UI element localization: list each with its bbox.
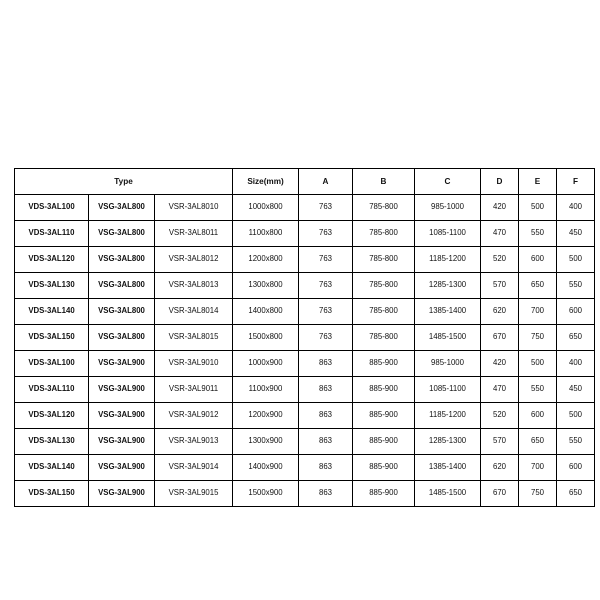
table-row xyxy=(15,455,595,481)
cell-a: 763 xyxy=(299,247,353,273)
cell-model-2: VSG-3AL900 xyxy=(89,403,155,429)
cell-a: 863 xyxy=(299,403,353,429)
cell-b: 885-900 xyxy=(353,403,415,429)
table-row xyxy=(15,273,595,299)
cell-size: 1000x800 xyxy=(233,195,299,221)
cell-model-2: VSG-3AL800 xyxy=(89,299,155,325)
cell-e: 750 xyxy=(519,481,557,507)
header-row xyxy=(15,169,595,195)
table-row xyxy=(15,351,595,377)
cell-model-3: VSR-3AL8015 xyxy=(155,325,233,351)
cell-model-2: VSG-3AL800 xyxy=(89,195,155,221)
cell-d: 570 xyxy=(481,273,519,299)
cell-f: 400 xyxy=(557,195,595,221)
cell-a: 763 xyxy=(299,273,353,299)
table-header xyxy=(15,169,595,195)
cell-model-1: VDS-3AL140 xyxy=(15,455,89,481)
cell-model-3: VSR-3AL9012 xyxy=(155,403,233,429)
table-row xyxy=(15,247,595,273)
cell-b: 785-800 xyxy=(353,247,415,273)
cell-model-1: VDS-3AL130 xyxy=(15,273,89,299)
cell-d: 420 xyxy=(481,351,519,377)
cell-b: 885-900 xyxy=(353,481,415,507)
cell-size: 1100x900 xyxy=(233,377,299,403)
cell-a: 763 xyxy=(299,221,353,247)
column-header-b: B xyxy=(353,169,415,195)
cell-size: 1500x900 xyxy=(233,481,299,507)
cell-model-3: VSR-3AL8014 xyxy=(155,299,233,325)
cell-model-1: VDS-3AL120 xyxy=(15,247,89,273)
cell-model-1: VDS-3AL110 xyxy=(15,221,89,247)
cell-e: 500 xyxy=(519,195,557,221)
cell-model-1: VDS-3AL100 xyxy=(15,195,89,221)
cell-model-2: VSG-3AL900 xyxy=(89,429,155,455)
cell-model-3: VSR-3AL8012 xyxy=(155,247,233,273)
cell-d: 470 xyxy=(481,377,519,403)
column-header-a: A xyxy=(299,169,353,195)
table-row xyxy=(15,481,595,507)
cell-model-3: VSR-3AL9011 xyxy=(155,377,233,403)
table-row xyxy=(15,429,595,455)
column-header-d: D xyxy=(481,169,519,195)
table-row xyxy=(15,299,595,325)
cell-model-1: VDS-3AL140 xyxy=(15,299,89,325)
cell-model-1: VDS-3AL130 xyxy=(15,429,89,455)
cell-c: 985-1000 xyxy=(415,195,481,221)
cell-a: 863 xyxy=(299,429,353,455)
cell-model-3: VSR-3AL9014 xyxy=(155,455,233,481)
column-header-e: E xyxy=(519,169,557,195)
cell-size: 1300x900 xyxy=(233,429,299,455)
cell-a: 863 xyxy=(299,377,353,403)
cell-size: 1400x800 xyxy=(233,299,299,325)
cell-f: 450 xyxy=(557,377,595,403)
cell-e: 700 xyxy=(519,299,557,325)
cell-model-3: VSR-3AL9013 xyxy=(155,429,233,455)
cell-b: 785-800 xyxy=(353,325,415,351)
cell-model-3: VSR-3AL9015 xyxy=(155,481,233,507)
cell-f: 550 xyxy=(557,429,595,455)
cell-f: 550 xyxy=(557,273,595,299)
column-header-c: C xyxy=(415,169,481,195)
cell-f: 500 xyxy=(557,403,595,429)
cell-model-3: VSR-3AL9010 xyxy=(155,351,233,377)
cell-f: 600 xyxy=(557,299,595,325)
cell-size: 1300x800 xyxy=(233,273,299,299)
cell-size: 1500x800 xyxy=(233,325,299,351)
cell-c: 1285-1300 xyxy=(415,273,481,299)
cell-b: 885-900 xyxy=(353,455,415,481)
cell-e: 750 xyxy=(519,325,557,351)
cell-c: 1385-1400 xyxy=(415,299,481,325)
cell-e: 550 xyxy=(519,221,557,247)
specification-table xyxy=(14,168,595,507)
cell-c: 1485-1500 xyxy=(415,481,481,507)
table-row xyxy=(15,221,595,247)
cell-d: 570 xyxy=(481,429,519,455)
cell-c: 1385-1400 xyxy=(415,455,481,481)
cell-e: 650 xyxy=(519,273,557,299)
cell-d: 470 xyxy=(481,221,519,247)
column-header-f: F xyxy=(557,169,595,195)
cell-b: 785-800 xyxy=(353,221,415,247)
cell-a: 763 xyxy=(299,195,353,221)
cell-model-2: VSG-3AL800 xyxy=(89,325,155,351)
cell-b: 785-800 xyxy=(353,299,415,325)
cell-model-3: VSR-3AL8010 xyxy=(155,195,233,221)
cell-a: 863 xyxy=(299,351,353,377)
cell-d: 420 xyxy=(481,195,519,221)
cell-size: 1100x800 xyxy=(233,221,299,247)
cell-f: 650 xyxy=(557,481,595,507)
cell-model-1: VDS-3AL120 xyxy=(15,403,89,429)
table-row xyxy=(15,377,595,403)
cell-model-1: VDS-3AL110 xyxy=(15,377,89,403)
cell-b: 885-900 xyxy=(353,351,415,377)
cell-d: 520 xyxy=(481,403,519,429)
cell-a: 863 xyxy=(299,455,353,481)
cell-b: 885-900 xyxy=(353,377,415,403)
cell-model-2: VSG-3AL800 xyxy=(89,247,155,273)
cell-c: 1285-1300 xyxy=(415,429,481,455)
cell-e: 700 xyxy=(519,455,557,481)
cell-model-3: VSR-3AL8013 xyxy=(155,273,233,299)
cell-size: 1200x900 xyxy=(233,403,299,429)
cell-d: 670 xyxy=(481,325,519,351)
cell-e: 600 xyxy=(519,403,557,429)
cell-a: 763 xyxy=(299,299,353,325)
cell-d: 670 xyxy=(481,481,519,507)
cell-size: 1000x900 xyxy=(233,351,299,377)
specification-table-container xyxy=(14,168,586,507)
cell-f: 400 xyxy=(557,351,595,377)
cell-d: 620 xyxy=(481,299,519,325)
table-row xyxy=(15,403,595,429)
cell-model-2: VSG-3AL800 xyxy=(89,221,155,247)
column-header-size: Size(mm) xyxy=(233,169,299,195)
cell-model-2: VSG-3AL900 xyxy=(89,455,155,481)
cell-d: 520 xyxy=(481,247,519,273)
cell-e: 650 xyxy=(519,429,557,455)
cell-a: 763 xyxy=(299,325,353,351)
cell-b: 885-900 xyxy=(353,429,415,455)
table-row xyxy=(15,195,595,221)
cell-size: 1400x900 xyxy=(233,455,299,481)
cell-c: 985-1000 xyxy=(415,351,481,377)
table-row xyxy=(15,325,595,351)
column-header-type: Type xyxy=(15,169,233,195)
cell-a: 863 xyxy=(299,481,353,507)
cell-f: 500 xyxy=(557,247,595,273)
table-body xyxy=(15,195,595,507)
cell-model-2: VSG-3AL800 xyxy=(89,273,155,299)
cell-e: 500 xyxy=(519,351,557,377)
cell-model-1: VDS-3AL150 xyxy=(15,325,89,351)
cell-model-2: VSG-3AL900 xyxy=(89,351,155,377)
cell-c: 1085-1100 xyxy=(415,377,481,403)
cell-e: 600 xyxy=(519,247,557,273)
cell-f: 650 xyxy=(557,325,595,351)
cell-model-2: VSG-3AL900 xyxy=(89,481,155,507)
cell-c: 1485-1500 xyxy=(415,325,481,351)
cell-c: 1185-1200 xyxy=(415,403,481,429)
cell-f: 600 xyxy=(557,455,595,481)
cell-b: 785-800 xyxy=(353,273,415,299)
cell-model-1: VDS-3AL100 xyxy=(15,351,89,377)
cell-c: 1085-1100 xyxy=(415,221,481,247)
cell-model-1: VDS-3AL150 xyxy=(15,481,89,507)
cell-e: 550 xyxy=(519,377,557,403)
cell-b: 785-800 xyxy=(353,195,415,221)
cell-model-2: VSG-3AL900 xyxy=(89,377,155,403)
cell-c: 1185-1200 xyxy=(415,247,481,273)
cell-size: 1200x800 xyxy=(233,247,299,273)
cell-model-3: VSR-3AL8011 xyxy=(155,221,233,247)
cell-d: 620 xyxy=(481,455,519,481)
cell-f: 450 xyxy=(557,221,595,247)
